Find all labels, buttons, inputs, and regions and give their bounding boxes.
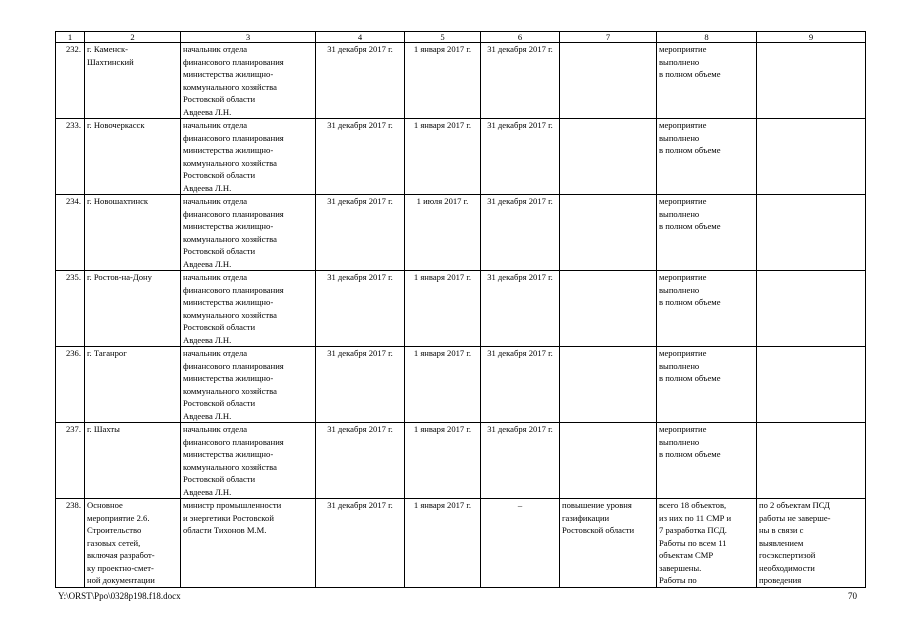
row-number: 233.: [56, 119, 85, 195]
row-number: 234.: [56, 195, 85, 271]
note-cell: [757, 43, 866, 119]
start-date-cell: 1 января 2017 г.: [405, 347, 481, 423]
responsible-cell: министр промышленности и энергетики Ростовской области Тихонов М.М.: [181, 499, 316, 588]
column-header: 6: [481, 32, 560, 43]
column-number-row: [56, 32, 866, 43]
column-header: 7: [560, 32, 657, 43]
status-cell: мероприятие выполнено в полном объеме: [657, 195, 757, 271]
start-date-cell: 1 января 2017 г.: [405, 119, 481, 195]
place-cell: г. Шахты: [85, 423, 181, 499]
responsible-cell: начальник отдела финансового планирования министерства жилищно- коммунального хозяйства Ростовской области Авдеева Л.Н.: [181, 423, 316, 499]
responsible-cell: начальник отдела финансового планирования министерства жилищно- коммунального хозяйства Ростовской области Авдеева Л.Н.: [181, 271, 316, 347]
expected-result-cell: [560, 347, 657, 423]
note-cell: [757, 195, 866, 271]
note-cell: [757, 347, 866, 423]
document-table: [55, 31, 866, 588]
row-number: 237.: [56, 423, 85, 499]
row-number: 238.: [56, 499, 85, 588]
table-row: [56, 43, 866, 119]
column-header: 3: [181, 32, 316, 43]
expected-result-cell: [560, 271, 657, 347]
status-cell: мероприятие выполнено в полном объеме: [657, 347, 757, 423]
responsible-cell: начальник отдела финансового планирования министерства жилищно- коммунального хозяйства Ростовской области Авдеева Л.Н.: [181, 43, 316, 119]
expected-result-cell: [560, 119, 657, 195]
status-cell: мероприятие выполнено в полном объеме: [657, 423, 757, 499]
footer-file-path: Y:\ORST\Ppo\0328p198.f18.docx: [58, 591, 181, 601]
planned-end-date-cell: 31 декабря 2017 г.: [316, 43, 405, 119]
start-date-cell: 1 июля 2017 г.: [405, 195, 481, 271]
column-header: 8: [657, 32, 757, 43]
responsible-cell: начальник отдела финансового планирования министерства жилищно- коммунального хозяйства Ростовской области Авдеева Л.Н.: [181, 195, 316, 271]
row-number: 236.: [56, 347, 85, 423]
end-date-cell: 31 декабря 2017 г.: [481, 43, 560, 119]
place-cell: г. Новочеркасск: [85, 119, 181, 195]
expected-result-cell: [560, 423, 657, 499]
start-date-cell: 1 января 2017 г.: [405, 499, 481, 588]
start-date-cell: 1 января 2017 г.: [405, 423, 481, 499]
row-number: 235.: [56, 271, 85, 347]
table-row: [56, 423, 866, 499]
table-row: [56, 195, 866, 271]
responsible-cell: начальник отдела финансового планирования министерства жилищно- коммунального хозяйства Ростовской области Авдеева Л.Н.: [181, 347, 316, 423]
table-row: [56, 271, 866, 347]
status-cell: мероприятие выполнено в полном объеме: [657, 271, 757, 347]
planned-end-date-cell: 31 декабря 2017 г.: [316, 423, 405, 499]
row-number: 232.: [56, 43, 85, 119]
table-row: [56, 119, 866, 195]
column-header: 4: [316, 32, 405, 43]
planned-end-date-cell: 31 декабря 2017 г.: [316, 347, 405, 423]
place-cell: Основное мероприятие 2.6. Строительство газовых сетей, включая разработ- ку проектно-смет- ной документации: [85, 499, 181, 588]
expected-result-cell: повышение уровня газификации Ростовской области: [560, 499, 657, 588]
planned-end-date-cell: 31 декабря 2017 г.: [316, 271, 405, 347]
end-date-cell: 31 декабря 2017 г.: [481, 195, 560, 271]
column-header: 5: [405, 32, 481, 43]
place-cell: г. Таганрог: [85, 347, 181, 423]
place-cell: г. Каменск- Шахтинский: [85, 43, 181, 119]
place-cell: г. Новошахтинск: [85, 195, 181, 271]
table-row: [56, 347, 866, 423]
status-cell: мероприятие выполнено в полном объеме: [657, 43, 757, 119]
note-cell: по 2 объектам ПСД работы не заверше- ны в связи с выявлением госэкспертизой необходимости проведения: [757, 499, 866, 588]
end-date-cell: 31 декабря 2017 г.: [481, 119, 560, 195]
expected-result-cell: [560, 195, 657, 271]
column-header: 9: [757, 32, 866, 43]
start-date-cell: 1 января 2017 г.: [405, 43, 481, 119]
end-date-cell: 31 декабря 2017 г.: [481, 347, 560, 423]
note-cell: [757, 423, 866, 499]
planned-end-date-cell: 31 декабря 2017 г.: [316, 499, 405, 588]
expected-result-cell: [560, 43, 657, 119]
planned-end-date-cell: 31 декабря 2017 г.: [316, 119, 405, 195]
status-cell: всего 18 объектов, из них по 11 СМР и 7 разработка ПСД. Работы по всем 11 объектам СМР завершены. Работы по: [657, 499, 757, 588]
end-date-cell: 31 декабря 2017 г.: [481, 423, 560, 499]
note-cell: [757, 119, 866, 195]
table-row: [56, 499, 866, 588]
column-header: 1: [56, 32, 85, 43]
place-cell: г. Ростов-на-Дону: [85, 271, 181, 347]
note-cell: [757, 271, 866, 347]
status-cell: мероприятие выполнено в полном объеме: [657, 119, 757, 195]
start-date-cell: 1 января 2017 г.: [405, 271, 481, 347]
end-date-cell: 31 декабря 2017 г.: [481, 271, 560, 347]
responsible-cell: начальник отдела финансового планирования министерства жилищно- коммунального хозяйства Ростовской области Авдеева Л.Н.: [181, 119, 316, 195]
end-date-cell: –: [481, 499, 560, 588]
column-header: 2: [85, 32, 181, 43]
page-number: 70: [848, 591, 857, 601]
planned-end-date-cell: 31 декабря 2017 г.: [316, 195, 405, 271]
